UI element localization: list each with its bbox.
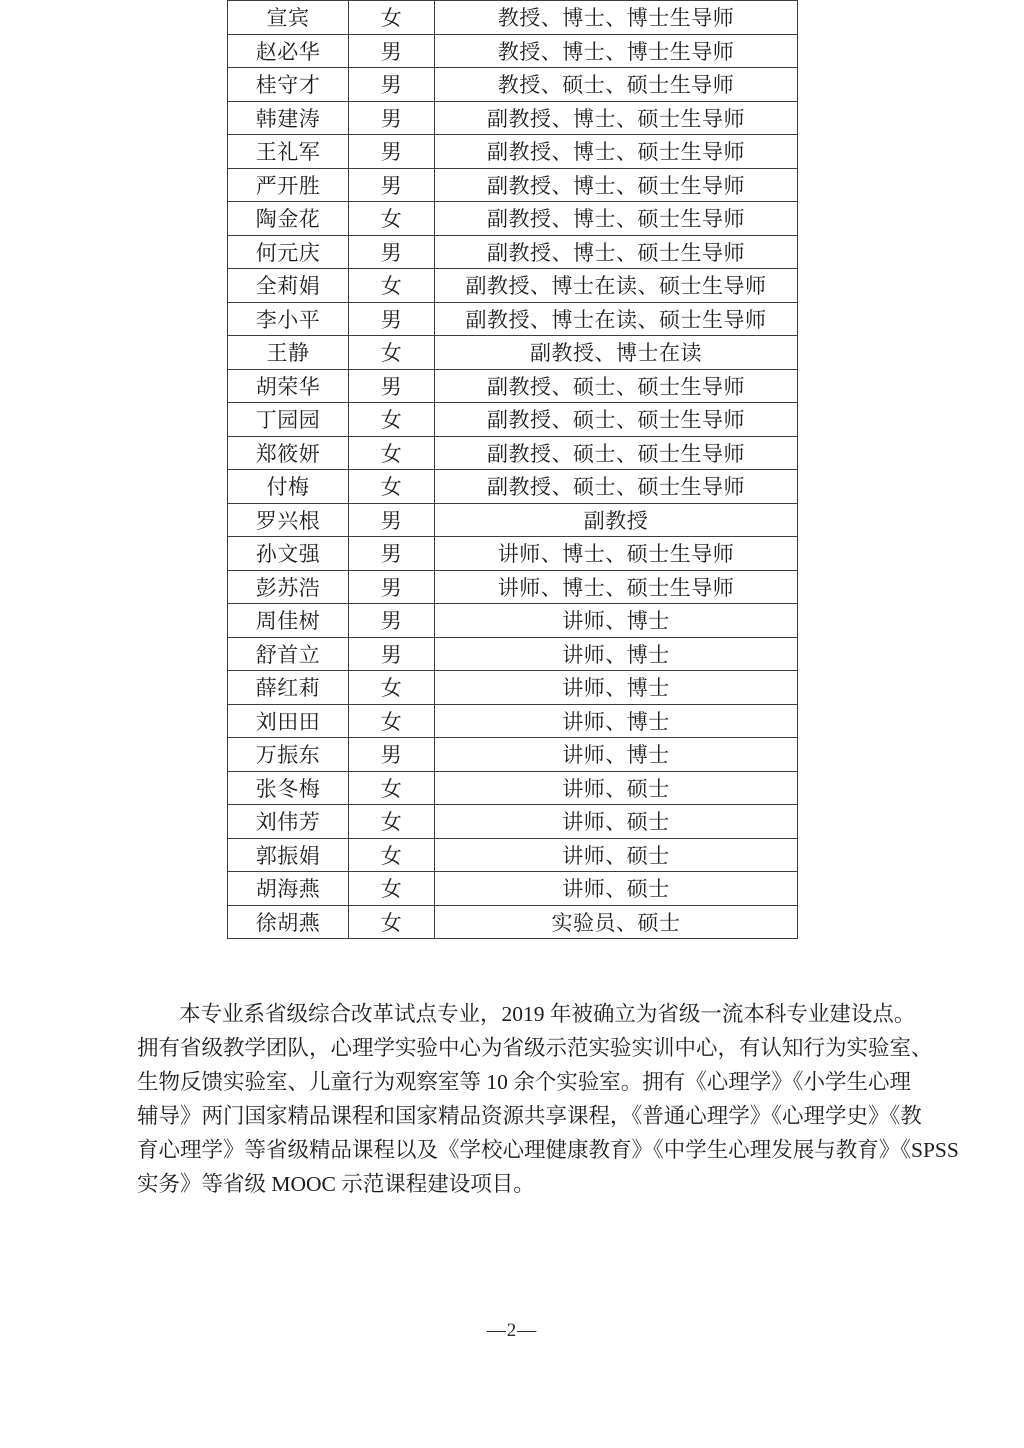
title-cell: 副教授、硕士、硕士生导师 [435, 403, 798, 437]
table-row [228, 671, 798, 705]
gender-cell: 男 [349, 537, 435, 571]
gender-cell: 男 [349, 369, 435, 403]
title-cell: 副教授、博士、硕士生导师 [435, 135, 798, 169]
title-cell: 讲师、硕士 [435, 838, 798, 872]
gender-cell: 女 [349, 838, 435, 872]
gender-cell: 女 [349, 202, 435, 236]
table-row [228, 838, 798, 872]
gender-cell: 男 [349, 604, 435, 638]
table-row [228, 905, 798, 939]
paragraph-line: 生物反馈实验室、儿童行为观察室等 10 余个实验室。拥有《心理学》《小学生心理 [137, 1070, 912, 1094]
name-cell: 全莉娟 [228, 269, 349, 303]
name-cell: 刘伟芳 [228, 805, 349, 839]
title-cell: 副教授、博士在读、硕士生导师 [435, 269, 798, 303]
title-cell: 讲师、硕士 [435, 771, 798, 805]
name-cell: 薛红莉 [228, 671, 349, 705]
name-cell: 舒首立 [228, 637, 349, 671]
name-cell: 彭苏浩 [228, 570, 349, 604]
title-cell: 副教授、硕士、硕士生导师 [435, 436, 798, 470]
paragraph-line: 辅导》两门国家精品课程和国家精品资源共享课程，《普通心理学》《心理学史》《教 [137, 1104, 922, 1128]
table-row [228, 168, 798, 202]
table-row [228, 403, 798, 437]
gender-cell: 男 [349, 637, 435, 671]
table-row [228, 503, 798, 537]
name-cell: 宣宾 [228, 1, 349, 35]
table-row [228, 470, 798, 504]
gender-cell: 女 [349, 905, 435, 939]
name-cell: 丁园园 [228, 403, 349, 437]
table-row [228, 771, 798, 805]
title-cell: 副教授、博士在读 [435, 336, 798, 370]
gender-cell: 女 [349, 403, 435, 437]
gender-cell: 男 [349, 235, 435, 269]
table-row [228, 302, 798, 336]
gender-cell: 男 [349, 101, 435, 135]
title-cell: 讲师、博士 [435, 671, 798, 705]
table-row [228, 805, 798, 839]
name-cell: 郭振娟 [228, 838, 349, 872]
title-cell: 讲师、博士、硕士生导师 [435, 570, 798, 604]
faculty-table [227, 0, 798, 939]
name-cell: 付梅 [228, 470, 349, 504]
gender-cell: 男 [349, 503, 435, 537]
name-cell: 桂守才 [228, 68, 349, 102]
gender-cell: 女 [349, 771, 435, 805]
name-cell: 韩建涛 [228, 101, 349, 135]
title-cell: 副教授、硕士、硕士生导师 [435, 369, 798, 403]
name-cell: 张冬梅 [228, 771, 349, 805]
name-cell: 郑筱妍 [228, 436, 349, 470]
table-row [228, 1, 798, 35]
title-cell: 教授、硕士、硕士生导师 [435, 68, 798, 102]
gender-cell: 男 [349, 135, 435, 169]
gender-cell: 女 [349, 470, 435, 504]
paragraph-line: 实务》等省级 MOOC 示范课程建设项目。 [137, 1172, 535, 1196]
table-row [228, 537, 798, 571]
gender-cell: 男 [349, 68, 435, 102]
title-cell: 讲师、博士、硕士生导师 [435, 537, 798, 571]
table-row [228, 704, 798, 738]
title-cell: 讲师、博士 [435, 604, 798, 638]
gender-cell: 男 [349, 302, 435, 336]
gender-cell: 女 [349, 872, 435, 906]
table-row [228, 436, 798, 470]
title-cell: 讲师、博士 [435, 738, 798, 772]
title-cell: 讲师、硕士 [435, 872, 798, 906]
gender-cell: 男 [349, 168, 435, 202]
title-cell: 副教授 [435, 503, 798, 537]
gender-cell: 女 [349, 269, 435, 303]
name-cell: 刘田田 [228, 704, 349, 738]
gender-cell: 男 [349, 34, 435, 68]
table-row [228, 34, 798, 68]
name-cell: 胡荣华 [228, 369, 349, 403]
table-row [228, 68, 798, 102]
table-row [228, 269, 798, 303]
name-cell: 孙文强 [228, 537, 349, 571]
name-cell: 王静 [228, 336, 349, 370]
title-cell: 副教授、博士、硕士生导师 [435, 235, 798, 269]
table-row [228, 570, 798, 604]
gender-cell: 男 [349, 738, 435, 772]
table-row [228, 637, 798, 671]
gender-cell: 男 [349, 570, 435, 604]
table-row [228, 604, 798, 638]
name-cell: 万振东 [228, 738, 349, 772]
table-row [228, 202, 798, 236]
table-row [228, 738, 798, 772]
table-row [228, 135, 798, 169]
gender-cell: 女 [349, 436, 435, 470]
title-cell: 副教授、博士、硕士生导师 [435, 202, 798, 236]
gender-cell: 女 [349, 336, 435, 370]
name-cell: 周佳树 [228, 604, 349, 638]
title-cell: 副教授、硕士、硕士生导师 [435, 470, 798, 504]
faculty-table-body [228, 1, 798, 939]
name-cell: 罗兴根 [228, 503, 349, 537]
name-cell: 徐胡燕 [228, 905, 349, 939]
table-row [228, 369, 798, 403]
paragraph-line: 拥有省级教学团队，心理学实验中心为省级示范实验实训中心，有认知行为实验室、 [137, 1036, 933, 1060]
table-row [228, 336, 798, 370]
gender-cell: 女 [349, 805, 435, 839]
table-row [228, 235, 798, 269]
name-cell: 严开胜 [228, 168, 349, 202]
page-number: —2— [486, 1320, 538, 1341]
name-cell: 陶金花 [228, 202, 349, 236]
name-cell: 胡海燕 [228, 872, 349, 906]
title-cell: 实验员、硕士 [435, 905, 798, 939]
name-cell: 李小平 [228, 302, 349, 336]
name-cell: 赵必华 [228, 34, 349, 68]
paragraph-line: 本专业系省级综合改革试点专业，2019 年被确立为省级一流本科专业建设点。 [179, 1002, 916, 1026]
title-cell: 副教授、博士在读、硕士生导师 [435, 302, 798, 336]
title-cell: 讲师、博士 [435, 704, 798, 738]
table-row [228, 101, 798, 135]
title-cell: 教授、博士、博士生导师 [435, 34, 798, 68]
gender-cell: 女 [349, 1, 435, 35]
title-cell: 副教授、博士、硕士生导师 [435, 168, 798, 202]
title-cell: 讲师、硕士 [435, 805, 798, 839]
gender-cell: 女 [349, 704, 435, 738]
name-cell: 王礼军 [228, 135, 349, 169]
table-row [228, 872, 798, 906]
name-cell: 何元庆 [228, 235, 349, 269]
intro-paragraph [137, 997, 959, 1201]
paragraph-line: 育心理学》等省级精品课程以及《学校心理健康教育》《中学生心理发展与教育》《SPSS [137, 1138, 959, 1162]
title-cell: 讲师、博士 [435, 637, 798, 671]
title-cell: 教授、博士、博士生导师 [435, 1, 798, 35]
gender-cell: 女 [349, 671, 435, 705]
title-cell: 副教授、博士、硕士生导师 [435, 101, 798, 135]
